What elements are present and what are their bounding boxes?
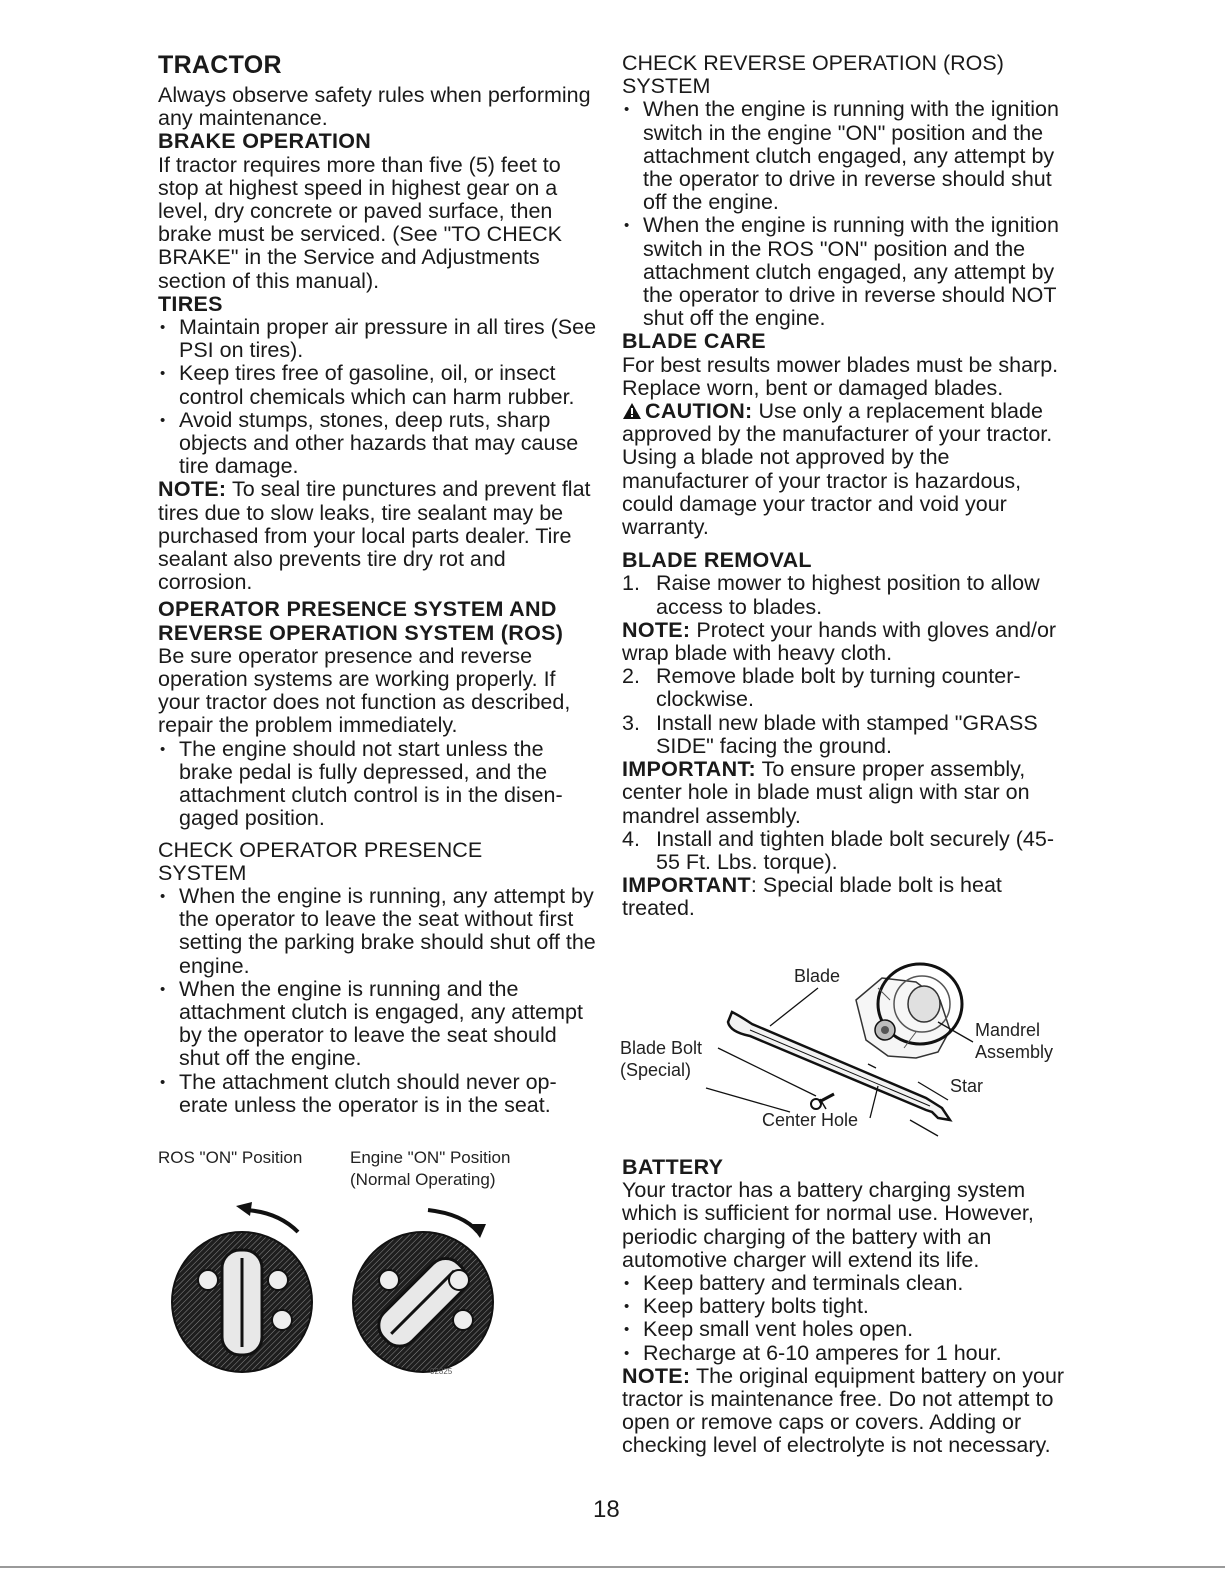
battery-note: NOTE: The original equipment battery on your tractor is maintenance free. Do not attempt to open or remove caps or covers. Adding or checking level of electrolyte is not necessary. (622, 1363, 1065, 1458)
caution-paragraph (622, 400, 1077, 539)
blade-removal-steps-c (622, 828, 1077, 874)
check-ros-heading-line-2: SYSTEM (622, 74, 711, 99)
ops-heading-line-1: OPERATOR PRESENCE SYSTEM AND (158, 597, 557, 622)
label-mandrel-line-1: Mandrel (975, 1020, 1041, 1040)
list-item: • Avoid stumps, stones, deep ruts, sharp objects and other hazards that may cause tire damage. (158, 409, 598, 479)
blade-care-heading: BLADE CARE (622, 329, 766, 354)
tractor-intro: Always observe safety rules when performing any maintenance. (158, 83, 591, 131)
check-ros-list (622, 98, 1077, 330)
right-column (622, 52, 1077, 921)
list-item: • When the engine is running with the ignition switch in the ROS "ON" position and the attachment clutch engaged, any attempt by the operator to drive in reverse should NOT shut off the engine. (622, 214, 1077, 330)
figure-code: 02825 (430, 1367, 453, 1376)
check-operator-heading-line-2: SYSTEM (158, 860, 247, 885)
list-item: • The attachment clutch should never operate unless the operator is in the seat. (158, 1071, 598, 1117)
note-label: NOTE: (158, 477, 227, 502)
brake-operation-heading: BRAKE OPERATION (158, 129, 372, 154)
step-4: 4. Install and tighten blade bolt securely (45-55 Ft. Lbs. torque). (622, 826, 1054, 874)
normal-operating-label: (Normal Operating) (350, 1170, 496, 1189)
engine-on-knob-icon (353, 1210, 493, 1376)
step-1: 1. Raise mower to highest position to allow access to blades. (622, 571, 1040, 619)
tires-note (158, 478, 598, 594)
important-paragraph: IMPORTANT: To ensure proper assembly, center hole in blade must align with star on mandrel assembly. (622, 757, 1030, 828)
list-item: • Keep small vent holes open. (622, 1318, 1077, 1341)
list-item: • Recharge at 6-10 amperes for 1 hour. (622, 1342, 1077, 1365)
label-mandrel-line-2: Assembly (975, 1042, 1054, 1062)
tires-heading: TIRES (158, 291, 223, 316)
battery-text: Your tractor has a battery charging system which is sufficient for normal use. However, periodic charging of the battery with an automotive charger will extend its life. (622, 1178, 1034, 1272)
check-operator-list (158, 885, 598, 1117)
step-2: 2. Remove blade bolt by turning counterclockwise. (622, 664, 1021, 712)
blade-bolt-icon (811, 1094, 834, 1109)
ops-text: Be sure operator presence and reverse operation systems are working properly. If your tractor does not function as described, repair the problem immediately. (158, 643, 571, 738)
step-3: 3. Install new blade with stamped "GRASS SIDE" facing the ground. (622, 710, 1038, 758)
list-item: • The engine should not start unless the brake pedal is fully depressed, and the attachment clutch control is in the disengaged position. (158, 738, 598, 831)
note-label: NOTE: (622, 617, 691, 642)
battery-section (622, 1156, 1077, 1458)
list-item: • Keep battery and terminals clean. (622, 1272, 1077, 1295)
label-blade-bolt-line-2: (Special) (620, 1060, 692, 1080)
important-label: IMPORTANT: (622, 757, 756, 782)
list-item: • When the engine is running and the attachment clutch is engaged, any attempt by the operator to leave the seat should shut off the engine. (158, 978, 598, 1071)
important-heat-treated: IMPORTANT: Special blade bolt is heat treated. (622, 873, 1002, 921)
left-column (158, 52, 598, 1117)
blade-care-text: For best results mower blades must be sharp. Replace worn, bent or damaged blades. (622, 352, 1059, 400)
label-blade: Blade (794, 966, 841, 986)
warning-triangle-icon (622, 402, 642, 420)
check-operator-heading-line-1: CHECK OPERATOR PRESENCE (158, 837, 483, 862)
ignition-knobs-illustration (158, 1192, 598, 1378)
ops-heading-line-2: REVERSE OPERATION SYSTEM (ROS) (158, 620, 564, 645)
brake-operation-text: If tractor requires more than five (5) feet to stop at highest speed in highest gear on a level, dry concrete or paved surface, then brake must be serviced. (See "TO CHECK BRAKE" in the Service and Adjustments section of this manual). (158, 152, 562, 293)
engine-on-position-label: Engine "ON" Position (350, 1148, 511, 1167)
check-ros-heading-line-1: CHECK REVERSE OPERATION (ROS) (622, 51, 1004, 75)
label-center-hole: Center Hole (762, 1110, 859, 1130)
tires-note-text: To seal tire punctures and prevent flat tires due to slow leaks, tire sealant may be purchased from your local parts dealer. Tire sealant also prevents tire dry rot and corrosion. (158, 477, 591, 595)
blade-removal-steps-b (622, 665, 1077, 758)
ignition-switch-figure (158, 1148, 598, 1378)
blade-removal-note: NOTE: Protect your hands with gloves and/or wrap blade with heavy cloth. (622, 617, 1057, 666)
battery-list (622, 1272, 1077, 1365)
ops-list (158, 738, 598, 831)
caution-text: Use only a replacement blade approved by the manufacturer of your tractor. Using a blade not approved by the manufacturer of your tractor is hazardous, could damage your tractor and void your warranty. (622, 399, 1053, 540)
tires-list (158, 316, 598, 478)
list-item: • Keep tires free of gasoline, oil, or insect control chemicals which can harm rubber. (158, 362, 598, 408)
list-item: • When the engine is running with the ignition switch in the engine "ON" position and the attachment clutch engaged, any attempt by the operator to drive in reverse should shut off the engine. (622, 98, 1077, 214)
list-item: • Keep battery bolts tight. (622, 1295, 1077, 1318)
tractor-heading: TRACTOR (158, 51, 282, 79)
label-blade-bolt-line-1: Blade Bolt (620, 1038, 703, 1058)
mandrel-assembly-icon (856, 964, 962, 1058)
bottom-divider (0, 1566, 1225, 1568)
ros-on-knob-icon (172, 1202, 312, 1372)
important-label: IMPORTANT (622, 873, 751, 898)
ros-on-position-label: ROS "ON" Position (158, 1148, 303, 1167)
blade-assembly-figure (620, 960, 1080, 1145)
blade-removal-heading: BLADE REMOVAL (622, 548, 812, 573)
caution-label: CAUTION: (645, 399, 753, 424)
page-number: 18 (593, 1496, 620, 1523)
battery-heading: BATTERY (622, 1155, 724, 1179)
label-star: Star (950, 1076, 984, 1096)
note-label: NOTE: (622, 1363, 691, 1388)
blade-removal-steps-a (622, 572, 1077, 618)
list-item: • Maintain proper air pressure in all tires (See PSI on tires). (158, 316, 598, 362)
list-item: • When the engine is running, any attempt by the operator to leave the seat without first setting the parking brake should shut off the engine. (158, 885, 598, 978)
